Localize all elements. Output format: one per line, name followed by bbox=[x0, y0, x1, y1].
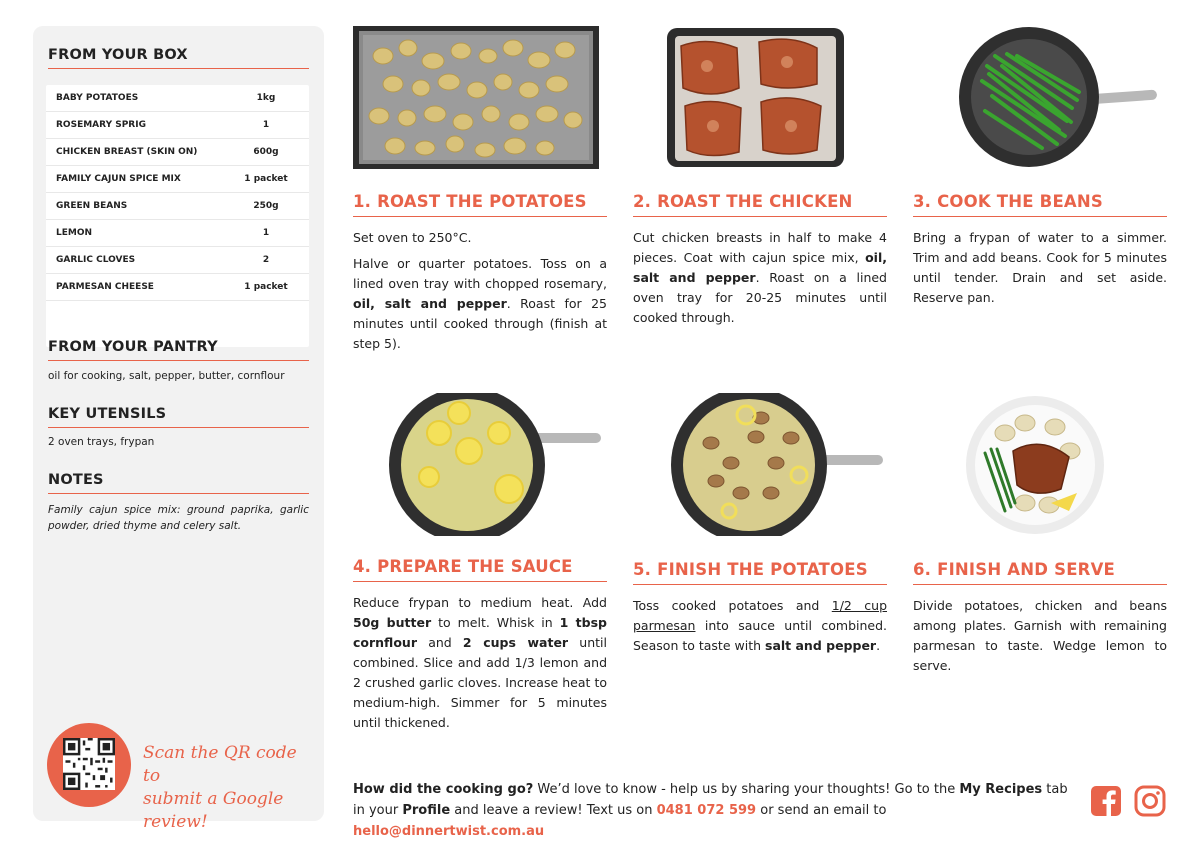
step-2-text: Cut chicken breasts in half to make 4 pieces. Coat with cajun spice mix, bbox=[633, 230, 887, 265]
ingredient-name: FAMILY CAJUN SPICE MIX bbox=[56, 174, 181, 184]
ingredient-row bbox=[46, 247, 309, 274]
step-3-body bbox=[913, 228, 1167, 314]
my-recipes-link[interactable]: My Recipes bbox=[959, 782, 1043, 797]
step-2-title: 2. ROAST THE CHICKEN bbox=[633, 192, 887, 217]
footer-text: or send an email to bbox=[756, 803, 887, 818]
phone-link[interactable]: 0481 072 599 bbox=[656, 803, 757, 818]
ingredient-name: GARLIC CLOVES bbox=[56, 255, 136, 265]
ingredient-row bbox=[46, 220, 309, 247]
cook-beans-photo bbox=[947, 26, 1159, 169]
scan-qr-line-2: submit a Google review! bbox=[143, 789, 284, 832]
step-4-bold: 50g butter bbox=[353, 615, 432, 630]
ingredient-qty: 250g bbox=[253, 201, 279, 211]
step-2-text: . Roast on a lined oven tray for 20-25 minutes until cooked through. bbox=[633, 270, 887, 325]
step-5-para bbox=[633, 596, 887, 656]
ingredient-row bbox=[46, 85, 309, 112]
ingredient-row bbox=[46, 274, 309, 301]
finish-potatoes-photo bbox=[671, 393, 883, 536]
roast-chicken-photo bbox=[667, 26, 844, 169]
notes-title: NOTES bbox=[48, 472, 309, 494]
step-5-bold: salt and pepper bbox=[765, 638, 877, 653]
feedback-footer bbox=[353, 779, 1073, 842]
step-4-bold: 1 tbsp cornflour bbox=[353, 615, 607, 650]
ingredients-table bbox=[46, 85, 309, 347]
qr-badge[interactable] bbox=[47, 723, 131, 807]
step-4-para bbox=[353, 593, 607, 733]
step-1-text: Halve or quarter potatoes. Toss on a lined oven tray with chopped rosemary, bbox=[353, 256, 607, 291]
step-6-para: Divide potatoes, chicken and beans among plates. Garnish with remaining parmesan to taste. Wedge lemon to serve. bbox=[913, 598, 1167, 673]
step-1-body bbox=[353, 228, 607, 360]
step-4-body bbox=[353, 593, 607, 739]
step-5-body bbox=[633, 596, 887, 662]
step-5-text: . bbox=[876, 638, 881, 653]
from-your-box-title: FROM YOUR BOX bbox=[48, 47, 309, 69]
pantry-text: oil for cooking, salt, pepper, butter, cornflour bbox=[48, 370, 285, 382]
footer-text: We’d love to know - help us by sharing your thoughts! Go to the bbox=[533, 782, 960, 797]
step-4-text: to melt. Whisk in bbox=[431, 615, 560, 630]
ingredient-qty: 2 bbox=[262, 255, 270, 265]
step-5-title: 5. FINISH THE POTATOES bbox=[633, 560, 887, 585]
utensils-title: KEY UTENSILS bbox=[48, 406, 309, 428]
step-1-title: 1. ROAST THE POTATOES bbox=[353, 192, 607, 217]
qr-code[interactable] bbox=[63, 738, 115, 790]
prepare-sauce-photo bbox=[389, 393, 601, 536]
step-2-bold: oil, salt and pepper bbox=[633, 250, 887, 285]
roast-potatoes-photo bbox=[353, 26, 599, 169]
ingredient-name: BABY POTATOES bbox=[56, 93, 139, 103]
pantry-title: FROM YOUR PANTRY bbox=[48, 339, 309, 361]
ingredient-row bbox=[46, 139, 309, 166]
step-6-title: 6. FINISH AND SERVE bbox=[913, 560, 1167, 585]
sidebar bbox=[33, 26, 324, 832]
footer-text: tab in your bbox=[353, 782, 1068, 818]
ingredient-name: ROSEMARY SPRIG bbox=[56, 120, 146, 130]
step-1-para-1: Set oven to 250°C. bbox=[353, 230, 472, 245]
email-link[interactable]: hello@dinnertwist.com.au bbox=[353, 824, 545, 839]
step-2-para bbox=[633, 228, 887, 328]
ingredient-qty: 1kg bbox=[256, 93, 276, 103]
ingredient-row bbox=[46, 193, 309, 220]
step-4-text: and bbox=[416, 635, 463, 650]
scan-qr-line-1: Scan the QR code to bbox=[143, 743, 297, 786]
step-1-para-2 bbox=[353, 254, 607, 354]
step-5-text: into sauce until combined. Season to taste with bbox=[633, 618, 887, 653]
ingredient-qty: 600g bbox=[253, 147, 279, 157]
ingredient-name: CHICKEN BREAST (SKIN ON) bbox=[56, 147, 198, 157]
step-1-bold: oil, salt and pepper bbox=[353, 296, 507, 311]
step-4-bold: 2 cups water bbox=[462, 635, 569, 650]
ingredient-row bbox=[46, 112, 309, 139]
step-4-text: Reduce frypan to medium heat. Add bbox=[353, 595, 607, 610]
footer-text: and leave a review! Text us on bbox=[450, 803, 657, 818]
step-5-underline: 1/2 cup parmesan bbox=[633, 598, 888, 633]
step-6-body bbox=[913, 596, 1167, 682]
profile-link[interactable]: Profile bbox=[402, 803, 451, 818]
ingredient-name: LEMON bbox=[56, 228, 93, 238]
footer-question: How did the cooking go? bbox=[353, 782, 534, 797]
ingredient-name: PARMESAN CHEESE bbox=[56, 282, 154, 292]
scan-qr-text bbox=[143, 742, 313, 834]
finish-serve-photo bbox=[965, 393, 1108, 536]
step-5-text: Toss cooked potatoes and bbox=[633, 598, 832, 613]
step-2-body bbox=[633, 228, 887, 334]
notes-text: Family cajun spice mix: ground paprika, garlic powder, dried thyme and celery salt. bbox=[48, 504, 309, 532]
ingredient-qty: 1 packet bbox=[244, 174, 288, 184]
step-1-text: . Roast for 25 minutes until cooked through (finish at step 5). bbox=[353, 296, 607, 351]
utensils-text: 2 oven trays, frypan bbox=[48, 436, 155, 448]
facebook-icon[interactable] bbox=[1090, 785, 1122, 817]
step-4-title: 4. PREPARE THE SAUCE bbox=[353, 557, 607, 582]
ingredient-qty: 1 bbox=[262, 228, 270, 238]
ingredient-row bbox=[46, 166, 309, 193]
ingredient-qty: 1 packet bbox=[244, 282, 288, 292]
instagram-icon[interactable] bbox=[1134, 785, 1166, 817]
step-4-text: until combined. Slice and add 1/3 lemon and 2 crushed garlic cloves. Increase heat to medium-high. Simmer for 5 minutes until thickened. bbox=[353, 635, 607, 730]
ingredient-name: GREEN BEANS bbox=[56, 201, 128, 211]
step-3-title: 3. COOK THE BEANS bbox=[913, 192, 1167, 217]
ingredient-qty: 1 bbox=[262, 120, 270, 130]
step-3-para: Bring a frypan of water to a simmer. Trim and add beans. Cook for 5 minutes until tender. Drain and set aside. Reserve pan. bbox=[913, 230, 1167, 305]
